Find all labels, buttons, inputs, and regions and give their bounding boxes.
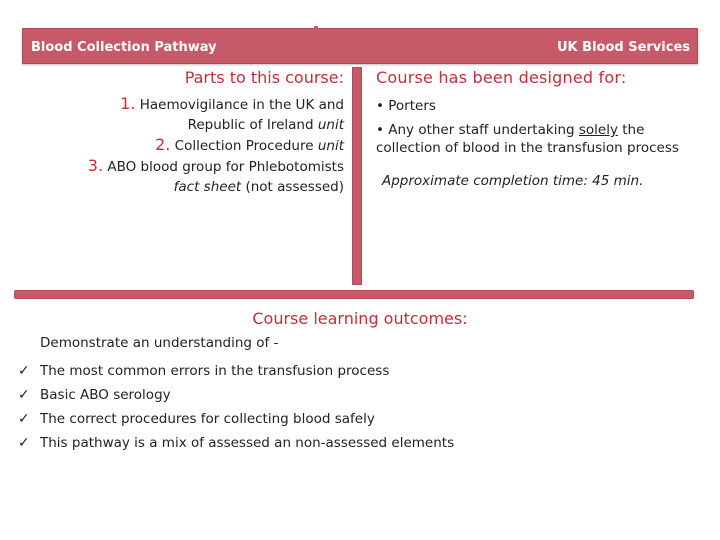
- outcome-text: The correct procedures for collecting blood safely: [40, 411, 375, 427]
- designed-for-section: [376, 68, 696, 189]
- outcome-item: [18, 359, 454, 383]
- outcome-text: Basic ABO serology: [40, 387, 171, 403]
- parts-item-number: 1.: [120, 94, 136, 113]
- parts-item-1-cont: [30, 115, 344, 135]
- organisation-name: UK Blood Services: [557, 40, 690, 55]
- course-parts-section: [30, 68, 344, 197]
- parts-item-number: 2.: [155, 135, 171, 154]
- designed-for-heading: Course has been designed for:: [376, 68, 627, 87]
- vertical-divider: [352, 67, 362, 285]
- parts-item-italic: fact sheet: [173, 179, 242, 195]
- check-icon: ✓: [18, 387, 30, 403]
- check-icon: ✓: [18, 411, 30, 427]
- parts-item-3-cont: [30, 177, 344, 197]
- audience-item-text: the collection of blood in the transfusion process: [376, 122, 679, 156]
- check-icon: ✓: [18, 363, 30, 379]
- outcome-text: This pathway is a mix of assessed an non-assessed elements: [40, 435, 455, 451]
- audience-list: [376, 97, 696, 157]
- parts-item-text: Haemovigilance in the UK and: [139, 97, 344, 113]
- audience-item-text: • Any other staff undertaking: [376, 122, 575, 138]
- parts-item-unit: unit: [317, 138, 344, 154]
- pathway-title: Blood Collection Pathway: [31, 40, 217, 55]
- parts-heading: Parts to this course:: [184, 68, 344, 87]
- parts-item-text: Collection Procedure: [174, 138, 314, 154]
- outcomes-intro: Demonstrate an understanding of -: [40, 335, 279, 351]
- audience-item-emphasis: solely: [578, 122, 618, 138]
- outcomes-heading: Course learning outcomes:: [252, 309, 468, 328]
- parts-item-3: [30, 156, 344, 177]
- horizontal-divider: [14, 290, 694, 299]
- parts-item-text: Republic of Ireland: [187, 117, 314, 133]
- audience-item: [376, 121, 696, 157]
- check-icon: ✓: [18, 435, 30, 451]
- banner-notch: [314, 26, 318, 30]
- completion-time: Approximate completion time: 45 min.: [382, 173, 644, 189]
- parts-item-unit: unit: [317, 117, 344, 133]
- parts-item-text: ABO blood group for Phlebotomists: [107, 159, 344, 175]
- parts-list: [30, 94, 344, 197]
- outcome-item: [18, 407, 454, 431]
- outcome-item: [18, 383, 454, 407]
- parts-item-1: [30, 94, 344, 115]
- parts-item-number: 3.: [87, 156, 104, 175]
- audience-item: • Porters: [376, 98, 436, 114]
- parts-item-2: [30, 135, 344, 156]
- outcome-text: The most common errors in the transfusion process: [40, 363, 390, 379]
- parts-item-text: (not assessed): [245, 179, 344, 195]
- outcomes-list: [18, 359, 454, 455]
- header-banner: [22, 28, 698, 64]
- outcome-item: [18, 431, 454, 455]
